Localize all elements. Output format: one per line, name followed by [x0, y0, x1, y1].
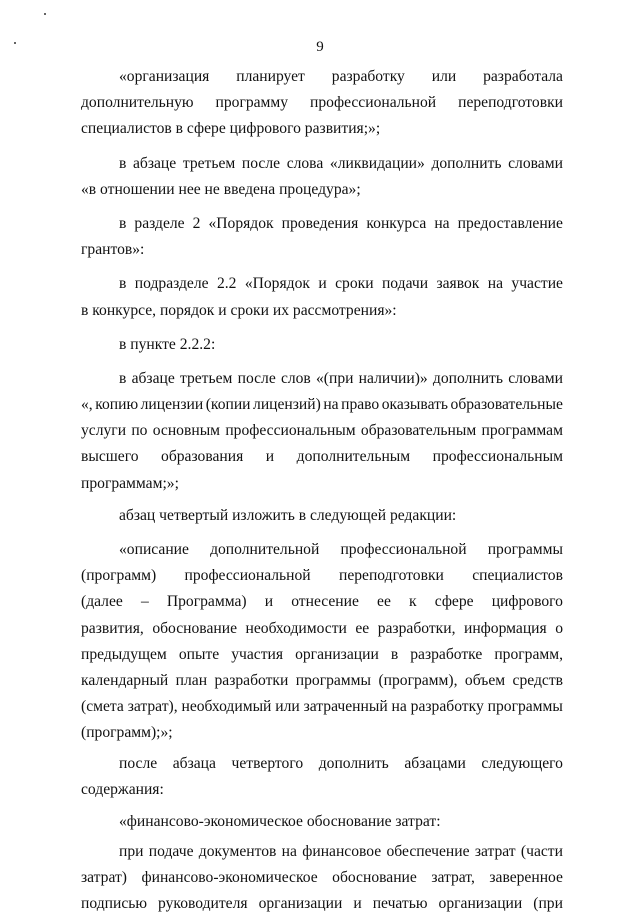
text-line: программам;»;: [81, 474, 179, 492]
text-line: (смета затрат), необходимый или затраченный на разработку программы: [81, 698, 563, 716]
text-line: (программ) профессиональной переподготовки специалистов: [81, 567, 563, 585]
text-line: в конкурсе, порядок и сроки их рассмотрения»:: [81, 301, 397, 319]
text-line: предыдущем опыте участия организации в разработке программ,: [81, 645, 563, 663]
text-line: абзац четвертый изложить в следующей редакции:: [119, 506, 457, 524]
text-line: (программ);»;: [81, 724, 173, 742]
text-line: дополнительную программу профессиональной переподготовки: [81, 94, 563, 112]
text-line: при подаче документов на финансовое обеспечение затрат (части: [119, 843, 563, 861]
text-line: (далее – Программа) и отнесение ее к сфере цифрового: [81, 593, 563, 611]
text-line: специалистов в сфере цифрового развития;»;: [81, 120, 381, 138]
page-number: 9: [316, 39, 324, 55]
document-body: [81, 64, 563, 918]
text-line: «описание дополнительной профессиональной программы: [119, 541, 563, 558]
text-line: «финансово-экономическое обоснование затрат:: [119, 812, 441, 830]
text-line: в подразделе 2.2 «Порядок и сроки подачи заявок на участие: [119, 275, 563, 293]
text-line: в пункте 2.2.2:: [119, 335, 216, 353]
text-line: «организация планирует разработку или разработала: [119, 68, 563, 85]
text-line: развития, обоснование необходимости ее разработки, информация о: [81, 619, 563, 637]
scan-speck: [44, 13, 46, 15]
text-line: «в отношении нее не введена процедура»;: [81, 180, 361, 198]
text-line: после абзаца четвертого дополнить абзацами следующего: [119, 754, 563, 772]
text-line: «, копию лицензии (копии лицензий) на право оказывать образовательные: [81, 396, 563, 414]
text-line: в разделе 2 «Порядок проведения конкурса на предоставление: [119, 214, 563, 232]
text-line: услуги по основным профессиональным образовательным программам: [81, 422, 563, 440]
text-line: в абзаце третьем после слов «(при наличии)» дополнить словами: [119, 369, 563, 387]
text-line: календарный план разработки программы (программ), объем средств: [81, 671, 563, 689]
text-line: высшего образования и дополнительным профессиональным: [81, 448, 563, 466]
text-line: затрат) финансово-экономическое обоснование затрат, заверенное: [81, 869, 563, 887]
text-line: содержания:: [81, 780, 164, 798]
text-line: в абзаце третьем после слова «ликвидации» дополнить словами: [119, 154, 563, 172]
text-line: подписью руководителя организации и печатью организации (при: [81, 895, 563, 913]
text-line: грантов»:: [81, 241, 145, 259]
